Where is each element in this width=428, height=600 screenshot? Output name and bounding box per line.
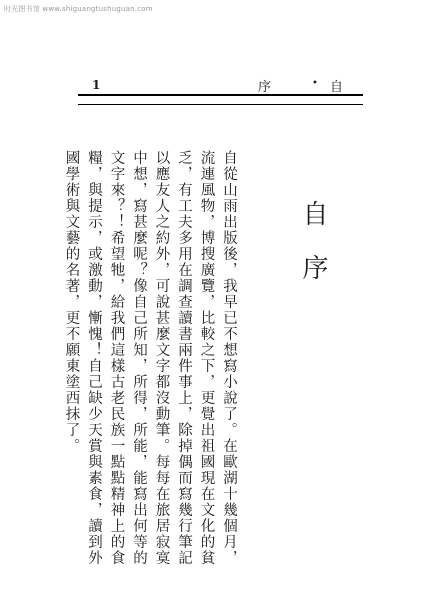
running-title xyxy=(258,76,271,95)
running-title-dot: • xyxy=(312,78,318,89)
watermark-text: 时光图书馆 www.shiguangtushuguan.com xyxy=(4,5,153,13)
paragraph: 自從山雨出版後，我早已不想寫小說了。在歐湖十幾個月，流連風物，博搜廣覽，比較之下，更覺出祖國現在文化的貧乏，有工夫多用在調查讀書兩件事上，除掉偶而寫幾行筆記以應友人之約外，可說甚麼文字都沒動筆。每每在旅居寂寞中想，寫甚麼呢？像自己所知，所得，所能，能寫出何等的文字來？！希望牠，給我們這樣古老民族一點點精神上的食糧，與提示，或激動，慚愧！自己缺少天賞與素食，讀到外國學術與文藝的名著，更不願東塗西抹了。 xyxy=(63,150,237,566)
page-number: 1 xyxy=(92,78,101,92)
running-title-char-2: 序 xyxy=(258,80,272,95)
header-rule-top xyxy=(78,94,363,96)
header-rule-bottom xyxy=(78,104,363,105)
running-title-char-1: 自 xyxy=(330,80,344,95)
page-header xyxy=(78,78,363,104)
body-text xyxy=(63,150,240,570)
section-title: 自序 xyxy=(298,200,328,308)
